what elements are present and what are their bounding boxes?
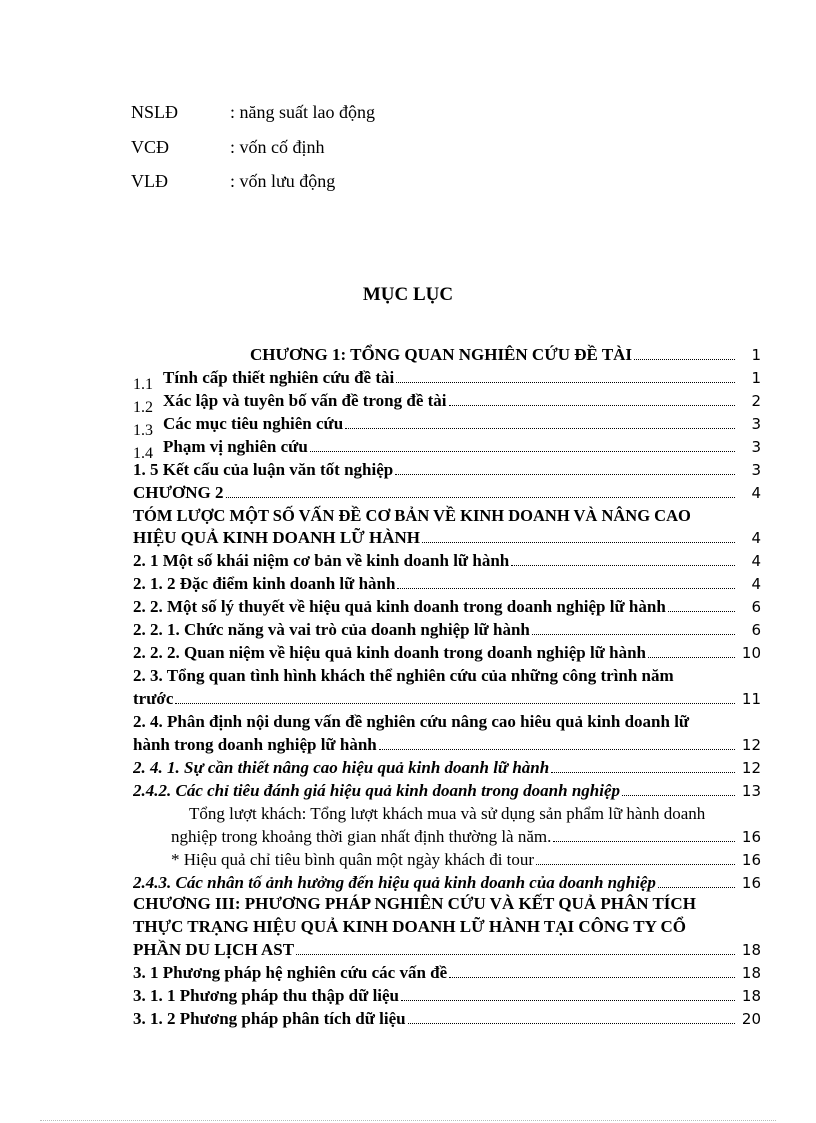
toc-entry-2-4-1[interactable] [133,757,761,779]
toc-entry-1-3[interactable] [133,413,761,439]
toc-entry-text: PHẦN DU LỊCH AST [133,940,295,959]
toc-page-number: 18 [741,964,761,982]
toc-page-number: 16 [741,828,761,846]
toc-entry-text: Xác lập và tuyên bố vấn đề trong đề tài [163,391,447,410]
abbreviation-value: : vốn lưu động [230,171,336,191]
toc-entry-text: Phạm vị nghiên cứu [163,437,308,456]
dot-leader [345,414,735,429]
toc-entry-number: 1.2 [133,399,153,416]
dot-leader [449,391,735,406]
toc-entry-chapter3-line1[interactable]: CHƯƠNG III: PHƯƠNG PHÁP NGHIÊN CỨU VÀ KẾT QUẢ PHÂN TÍCH [133,894,696,913]
toc-entry-chapter2[interactable] [133,482,761,504]
dot-leader [296,940,735,955]
dot-leader [668,597,735,612]
abbreviation-value: : năng suất lao động [230,102,375,122]
toc-entry-2-2[interactable] [133,596,761,618]
abbreviation-value: : vốn cố định [230,137,325,157]
toc-entry-chapter2-title[interactable] [133,527,761,549]
toc-page-number: 1 [751,369,761,387]
toc-entry-1-2[interactable] [133,390,761,416]
toc-page-number: 11 [741,690,761,708]
toc-page-number: 12 [741,736,761,754]
toc-entry-text: 2. 2. 2. Quan niệm về hiệu quả kinh doanh trong doanh nghiệp lữ hành [133,643,646,662]
toc-entry-3-1-1[interactable] [133,985,761,1007]
dot-leader [226,483,735,498]
toc-entry-text: 3. 1 Phương pháp hệ nghiên cứu các vấn đề [133,963,448,982]
toc-entry-text: 2. 2. Một số lý thuyết về hiệu quả kinh doanh trong doanh nghiệp lữ hành [133,597,666,616]
toc-entry-number: 1.3 [133,422,153,439]
dot-leader [395,460,735,475]
dot-leader [648,643,735,658]
toc-entry-text: 2.4.2. Các chỉ tiêu đánh giá hiệu quả kinh doanh trong doanh nghiệp [133,781,620,800]
toc-entry-text: 3. 1. 1 Phương pháp thu thập dữ liệu [133,986,400,1005]
toc-entry-3-1[interactable] [133,962,761,984]
dot-leader [551,758,735,773]
toc-entry-2-3[interactable] [133,688,761,710]
toc-entry-2-1-2[interactable] [133,573,761,595]
toc-entry-chapter3-line2[interactable]: THỰC TRẠNG HIỆU QUẢ KINH DOANH LỮ HÀNH TẠI CÔNG TY CỔ [133,917,687,936]
toc-title: MỤC LỤC [362,284,454,305]
toc-page-number: 12 [741,759,761,777]
toc-entry-2-2-1[interactable] [133,619,761,641]
toc-entry-2-4-2[interactable] [133,780,761,802]
toc-entry-2-4[interactable] [133,734,761,756]
toc-page-number: 3 [751,415,761,433]
toc-page-number: 6 [751,598,761,616]
toc-entry-number: 1.4 [133,445,153,462]
toc-page-number: 20 [741,1010,761,1028]
toc-entry-text: Các mục tiêu nghiên cứu [163,414,344,433]
dot-leader [511,551,735,566]
toc-page-number: 4 [751,529,761,547]
toc-page-number: 18 [741,941,761,959]
dot-leader [449,963,735,978]
toc-entry-text: Tính cấp thiết nghiên cứu đề tài [163,368,395,387]
toc-entry-2-2-2[interactable] [133,642,761,664]
toc-entry-2-3-line1[interactable]: 2. 3. Tổng quan tình hình khách thể nghiên cứu của những công trình năm [133,666,674,685]
toc-entry-hieu-qua[interactable] [171,849,761,871]
toc-page-number: 4 [751,552,761,570]
toc-entry-text: 2. 2. 1. Chức năng và vai trò của doanh nghiệp lữ hành [133,620,530,639]
abbreviation-key: VLĐ [131,171,168,191]
toc-entry-text: CHƯƠNG 1: TỔNG QUAN NGHIÊN CỨU ĐỀ TÀI [250,345,633,364]
toc-entry-text: 2. 1 Một số khái niệm cơ bản về kinh doanh lữ hành [133,551,510,570]
toc-entry-1-5[interactable] [133,459,761,481]
dot-leader [175,689,735,704]
toc-entry-1-4[interactable] [133,436,761,462]
toc-entry-number: 1.1 [133,376,153,393]
toc-entry-chapter2-title-line1[interactable]: TÓM LƯỢC MỘT SỐ VẤN ĐỀ CƠ BẢN VỀ KINH DOANH VÀ NÂNG CAO [133,506,691,525]
toc-entry-2-4-line1[interactable]: 2. 4. Phân định nội dung vấn đề nghiên cứu nâng cao hiêu quả kinh doanh lữ [133,712,690,731]
toc-entry-text: CHƯƠNG 2 [133,483,224,502]
toc-entry-text: hành trong doanh nghiệp lữ hành [133,735,377,754]
toc-entry-tong-luot-khach[interactable] [171,826,761,848]
toc-page-number: 16 [741,874,761,892]
toc-entry-text: 1. 5 Kết cấu của luận văn tốt nghiệp [133,460,394,479]
toc-page-number: 18 [741,987,761,1005]
toc-entry-1-1[interactable] [133,367,761,393]
toc-page-number: 1 [751,346,761,364]
dot-leader [310,437,735,452]
dot-leader [536,850,735,865]
dot-leader [401,986,735,1001]
dot-leader [396,368,735,383]
abbreviation-key: NSLĐ [131,102,179,122]
toc-entry-2-1[interactable] [133,550,761,572]
dot-leader [532,620,735,635]
page-bottom-divider [40,1120,776,1121]
toc-entry-text: 3. 1. 2 Phương pháp phân tích dữ liệu [133,1009,406,1028]
toc-entry-3-1-2[interactable] [133,1008,761,1030]
dot-leader [408,1009,735,1024]
toc-entry-text: 2.4.3. Các nhân tố ảnh hưởng đến hiệu quả kinh doanh của doanh nghiệp [133,873,656,892]
toc-entry-2-4-3[interactable] [133,872,761,894]
toc-page-number: 2 [751,392,761,410]
toc-page-number: 13 [741,782,761,800]
toc-entry-text: * Hiệu quả chỉ tiêu bình quân một ngày khách đi tour [171,850,535,869]
dot-leader [422,528,735,543]
toc-page-number: 16 [741,851,761,869]
toc-entry-text: nghiệp trong khoảng thời gian nhất định thường là năm. [171,827,552,846]
dot-leader [553,827,735,842]
toc-entry-text: trước [133,689,174,708]
dot-leader [379,735,735,750]
toc-entry-chapter3[interactable] [133,939,761,961]
dot-leader [397,574,735,589]
toc-entry-tong-luot-khach-line1[interactable]: Tổng lượt khách: Tổng lượt khách mua và sử dụng sản phẩm lữ hành doanh [189,804,706,823]
toc-page-number: 3 [751,461,761,479]
toc-entry-text: 2. 4. 1. Sự cần thiết nâng cao hiệu quả kinh doanh lữ hành [133,758,550,777]
toc-page-number: 6 [751,621,761,639]
toc-entry-text: HIỆU QUẢ KINH DOANH LỮ HÀNH [133,528,420,547]
dot-leader [658,873,735,888]
toc-page-number: 3 [751,438,761,456]
toc-page-number: 4 [751,575,761,593]
toc-entry-chapter1[interactable] [133,344,761,366]
abbreviation-key: VCĐ [131,137,170,157]
dot-leader [622,781,735,796]
toc-page-number: 10 [741,644,761,662]
toc-page-number: 4 [751,484,761,502]
toc-entry-text: 2. 1. 2 Đặc điểm kinh doanh lữ hành [133,574,396,593]
dot-leader [634,345,735,360]
